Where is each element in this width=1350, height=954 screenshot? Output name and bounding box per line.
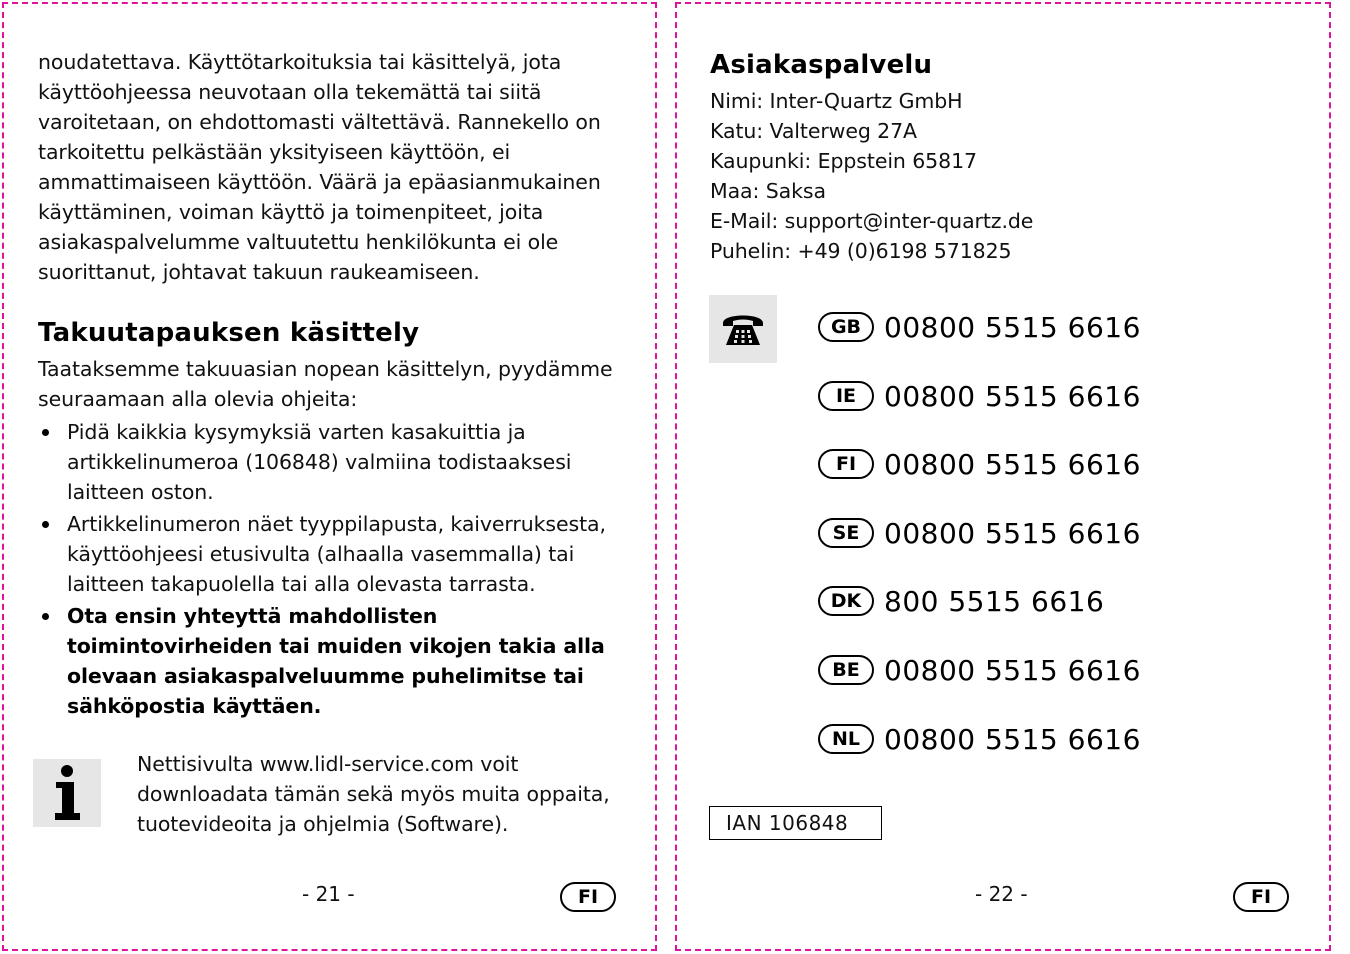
- country-badge: NL: [818, 724, 874, 754]
- list-item: [818, 721, 1238, 790]
- page-right: [675, 2, 1331, 951]
- country-badge: FI: [818, 449, 874, 479]
- list-item: [818, 515, 1238, 584]
- list-item: [818, 309, 1238, 378]
- warranty-intro: Taataksemme takuuasian nopean käsittelyn, pyydämme seuraamaan alla olevia ohjeita:: [38, 357, 613, 411]
- bullet-text: Pidä kaikkia kysymyksiä varten kasakuittia ja artikkelinumeroa (106848) valmiina todistaaksesi laitteen oston.: [67, 420, 572, 504]
- phone-number: 00800 5515 6616: [884, 653, 1141, 687]
- bullet-icon: [42, 521, 49, 528]
- language-badge: FI: [560, 882, 616, 912]
- bullet-icon: [42, 613, 49, 620]
- info-icon: [33, 759, 101, 827]
- warranty-bullets: [38, 417, 628, 723]
- phone-list: [818, 309, 1238, 789]
- phone-number: 00800 5515 6616: [884, 516, 1141, 550]
- list-item: [38, 509, 628, 599]
- phone-number: 00800 5515 6616: [884, 311, 1141, 344]
- list-item: [818, 652, 1238, 721]
- contact-street: Katu: Valterweg 27A: [710, 119, 917, 143]
- country-badge: DK: [818, 586, 874, 616]
- country-badge: IE: [818, 381, 874, 411]
- list-item: [818, 378, 1238, 447]
- list-item: [38, 417, 628, 507]
- intro-paragraph: noudatettava. Käyttötarkoituksia tai käsittelyä, jota käyttöohjeessa neuvotaan olla tekemättä tai siitä varoitetaan, on ehdottomasti vältettävä. Rannekello on tarkoitettu pelkästään yksityiseen käyttöön, ei ammattimaiseen käyttöön. Väärä ja epäasianmukainen käyttäminen, voiman käyttö ja toimenpiteet, joita asiakaspalvelumme valtuutettu henkilökunta ei ole suorittanut, johtavat takuun raukeamiseen.: [38, 50, 601, 284]
- country-badge: GB: [818, 312, 874, 342]
- contact-country: Maa: Saksa: [710, 179, 826, 203]
- list-item: [38, 601, 628, 721]
- phone-number: 00800 5515 6616: [884, 722, 1141, 756]
- service-heading: Asiakaspalvelu: [710, 50, 933, 80]
- ian-box: IAN 106848: [709, 806, 882, 840]
- page-number: - 21 -: [302, 882, 355, 906]
- telephone-glyph-icon: [720, 309, 766, 349]
- list-item: [818, 583, 1238, 652]
- bullet-text: Ota ensin yhteyttä mahdollisten toimintovirheiden tai muiden vikojen takia alla olevaan asiakaspalveluumme puhelimitse tai sähköpostia käyttäen.: [67, 604, 605, 718]
- page-number: - 22 -: [975, 882, 1028, 906]
- country-badge: SE: [818, 518, 874, 548]
- bullet-icon: [42, 429, 49, 436]
- list-item: [818, 446, 1238, 515]
- info-glyph-icon: [52, 765, 82, 821]
- warranty-heading: Takuutapauksen käsittely: [38, 318, 420, 348]
- phone-number: 00800 5515 6616: [884, 448, 1141, 482]
- page-left: [2, 2, 657, 951]
- contact-email: E-Mail: support@inter-quartz.de: [710, 209, 1034, 233]
- phone-number: 800 5515 6616: [884, 585, 1105, 619]
- contact-phone: Puhelin: +49 (0)6198 571825: [710, 239, 1012, 263]
- country-badge: BE: [818, 655, 874, 685]
- contact-details: [710, 86, 1270, 266]
- phone-number: 00800 5515 6616: [884, 379, 1141, 413]
- telephone-icon: [709, 295, 777, 363]
- language-badge: FI: [1233, 882, 1289, 912]
- info-text: Nettisivulta www.lidl-service.com voit downloadata tämän sekä myös muita oppaita, tuotevideoita ja ohjelmia (Software).: [137, 752, 610, 836]
- contact-name: Nimi: Inter-Quartz GmbH: [710, 89, 963, 113]
- contact-city: Kaupunki: Eppstein 65817: [710, 149, 977, 173]
- bullet-text: Artikkelinumeron näet tyyppilapusta, kaiverruksesta, käyttöohjeesi etusivulta (alhaalla vasemmalla) tai laitteen takapuolella tai alla olevasta tarrasta.: [67, 512, 606, 596]
